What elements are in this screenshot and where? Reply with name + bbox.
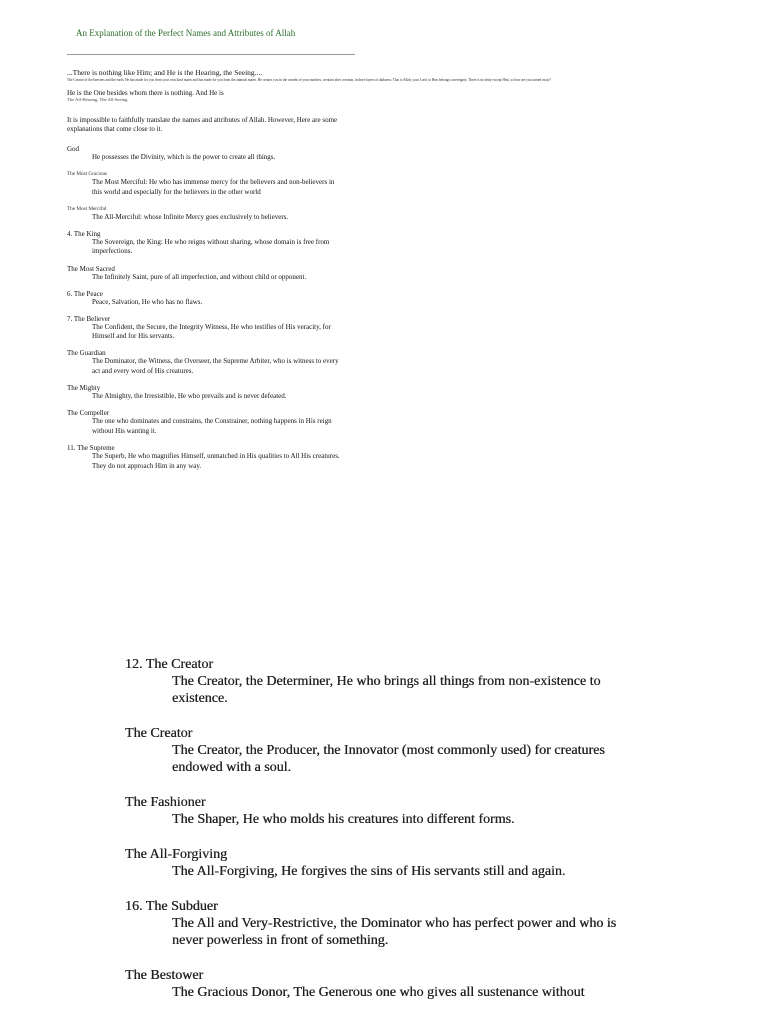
name-heading: The Most Sacred xyxy=(67,264,115,273)
name-heading: The Most Gracious xyxy=(67,171,108,178)
name-description: The Most Merciful: He who has immense mercy for the believers and non-believers in this world and especially for the believers in the other world xyxy=(92,178,335,196)
name-heading: 4. The King xyxy=(67,229,101,238)
name-description: Peace, Salvation, He who has no flaws. xyxy=(92,297,203,306)
name-entry xyxy=(125,898,645,949)
name-heading: The Creator xyxy=(125,726,193,741)
name-heading: 7. The Believer xyxy=(67,314,111,323)
intro-paragraph: It is impossible to faithfully translate the names and attributes of Allah. However, Here are some explanations that come close to it. xyxy=(67,116,338,133)
name-entry xyxy=(67,290,357,308)
name-entry xyxy=(67,170,357,197)
name-heading: 6. The Peace xyxy=(67,289,103,298)
name-entry xyxy=(67,230,357,257)
name-entry xyxy=(67,409,357,436)
name-heading: The All-Forgiving xyxy=(125,847,228,862)
verse-tiny-text: The Creator of the heavens and the earth. He has made for you from your own kind mates and has made for you from the animals mates. He creates you in the wombs of your mothers, creation after creation, in three layers of darkness. That is Allah, your Lord; to Him belongs sovereignty. There is no deity except Him, so how are you turned away? xyxy=(67,78,551,82)
name-description: The Shaper, He who molds his creatures into different forms. xyxy=(172,812,515,827)
name-description: The All and Very-Restrictive, the Dominator who has perfect power and who is never powerless in front of something. xyxy=(172,916,617,948)
name-entry xyxy=(125,656,645,707)
name-description: The Sovereign, the King: He who reigns without sharing, whose domain is free from imperfections. xyxy=(92,237,330,256)
name-description: The Gracious Donor, The Generous one who gives all sustenance without xyxy=(172,985,585,1000)
name-entry xyxy=(125,794,645,828)
name-heading: 11. The Supreme xyxy=(67,443,115,452)
name-heading: The Fashioner xyxy=(125,795,206,810)
name-description: The Confident, the Secure, the Integrity Witness, He who testifies of His veracity, for Himself and for His servants. xyxy=(92,322,331,341)
name-entry xyxy=(67,444,357,471)
name-description: The Infinitely Saint, pure of all imperfection, and without child or opponent. xyxy=(92,272,307,281)
name-description: The Creator, the Producer, the Innovator (most commonly used) for creatures endowed with a soul. xyxy=(172,743,605,775)
title-divider xyxy=(67,54,355,55)
name-description: The All-Merciful: whose Infinite Mercy goes exclusively to believers. xyxy=(92,212,289,221)
verse-small-names: The All-Hearing, The All-Seeing xyxy=(67,97,128,102)
lower-names-list xyxy=(125,656,645,1019)
upper-names-list xyxy=(67,145,357,479)
name-entry xyxy=(67,384,357,402)
name-description: The Superb, He who magnifies Himself, unmatched in His qualities to All His creatures. They do not approach Him in any way. xyxy=(92,451,340,470)
name-description: The one who dominates and constrains, the Constrainer, nothing happens in His reign without His wanting it. xyxy=(92,417,332,435)
verse-one-line: He is the One besides whom there is nothing. And He is xyxy=(67,89,224,97)
name-entry xyxy=(67,349,357,376)
name-description: The Dominator, the Witness, the Overseer, the Supreme Arbiter, who is witness to every act and every word of His creatures. xyxy=(92,357,339,376)
name-entry xyxy=(67,145,357,163)
name-heading: 12. The Creator xyxy=(125,657,213,672)
name-heading: The Most Merciful xyxy=(67,205,107,212)
name-entry xyxy=(125,725,645,776)
name-description: The All-Forgiving, He forgives the sins of His servants still and again. xyxy=(172,864,566,879)
page-title: An Explanation of the Perfect Names and Attributes of Allah xyxy=(76,28,296,38)
verse-quote: ...There is nothing like Him; and He is the Hearing, the Seeing.... xyxy=(67,68,263,77)
name-heading: The Compeller xyxy=(67,409,110,418)
name-entry xyxy=(125,967,645,1001)
name-entry xyxy=(67,205,357,223)
name-entry xyxy=(67,265,357,283)
name-heading: The Guardian xyxy=(67,349,106,358)
name-heading: God xyxy=(67,145,80,153)
name-entry xyxy=(67,315,357,342)
name-heading: The Mighty xyxy=(67,384,101,393)
name-heading: The Bestower xyxy=(125,968,204,983)
name-entry xyxy=(125,846,645,880)
name-description: The Almighty, the Irresistible, He who prevails and is never defeated. xyxy=(92,392,287,401)
name-description: The Creator, the Determiner, He who brings all things from non-existence to existence. xyxy=(172,674,601,706)
name-heading: 16. The Subduer xyxy=(125,899,218,914)
name-description: He possesses the Divinity, which is the power to create all things. xyxy=(92,153,276,161)
